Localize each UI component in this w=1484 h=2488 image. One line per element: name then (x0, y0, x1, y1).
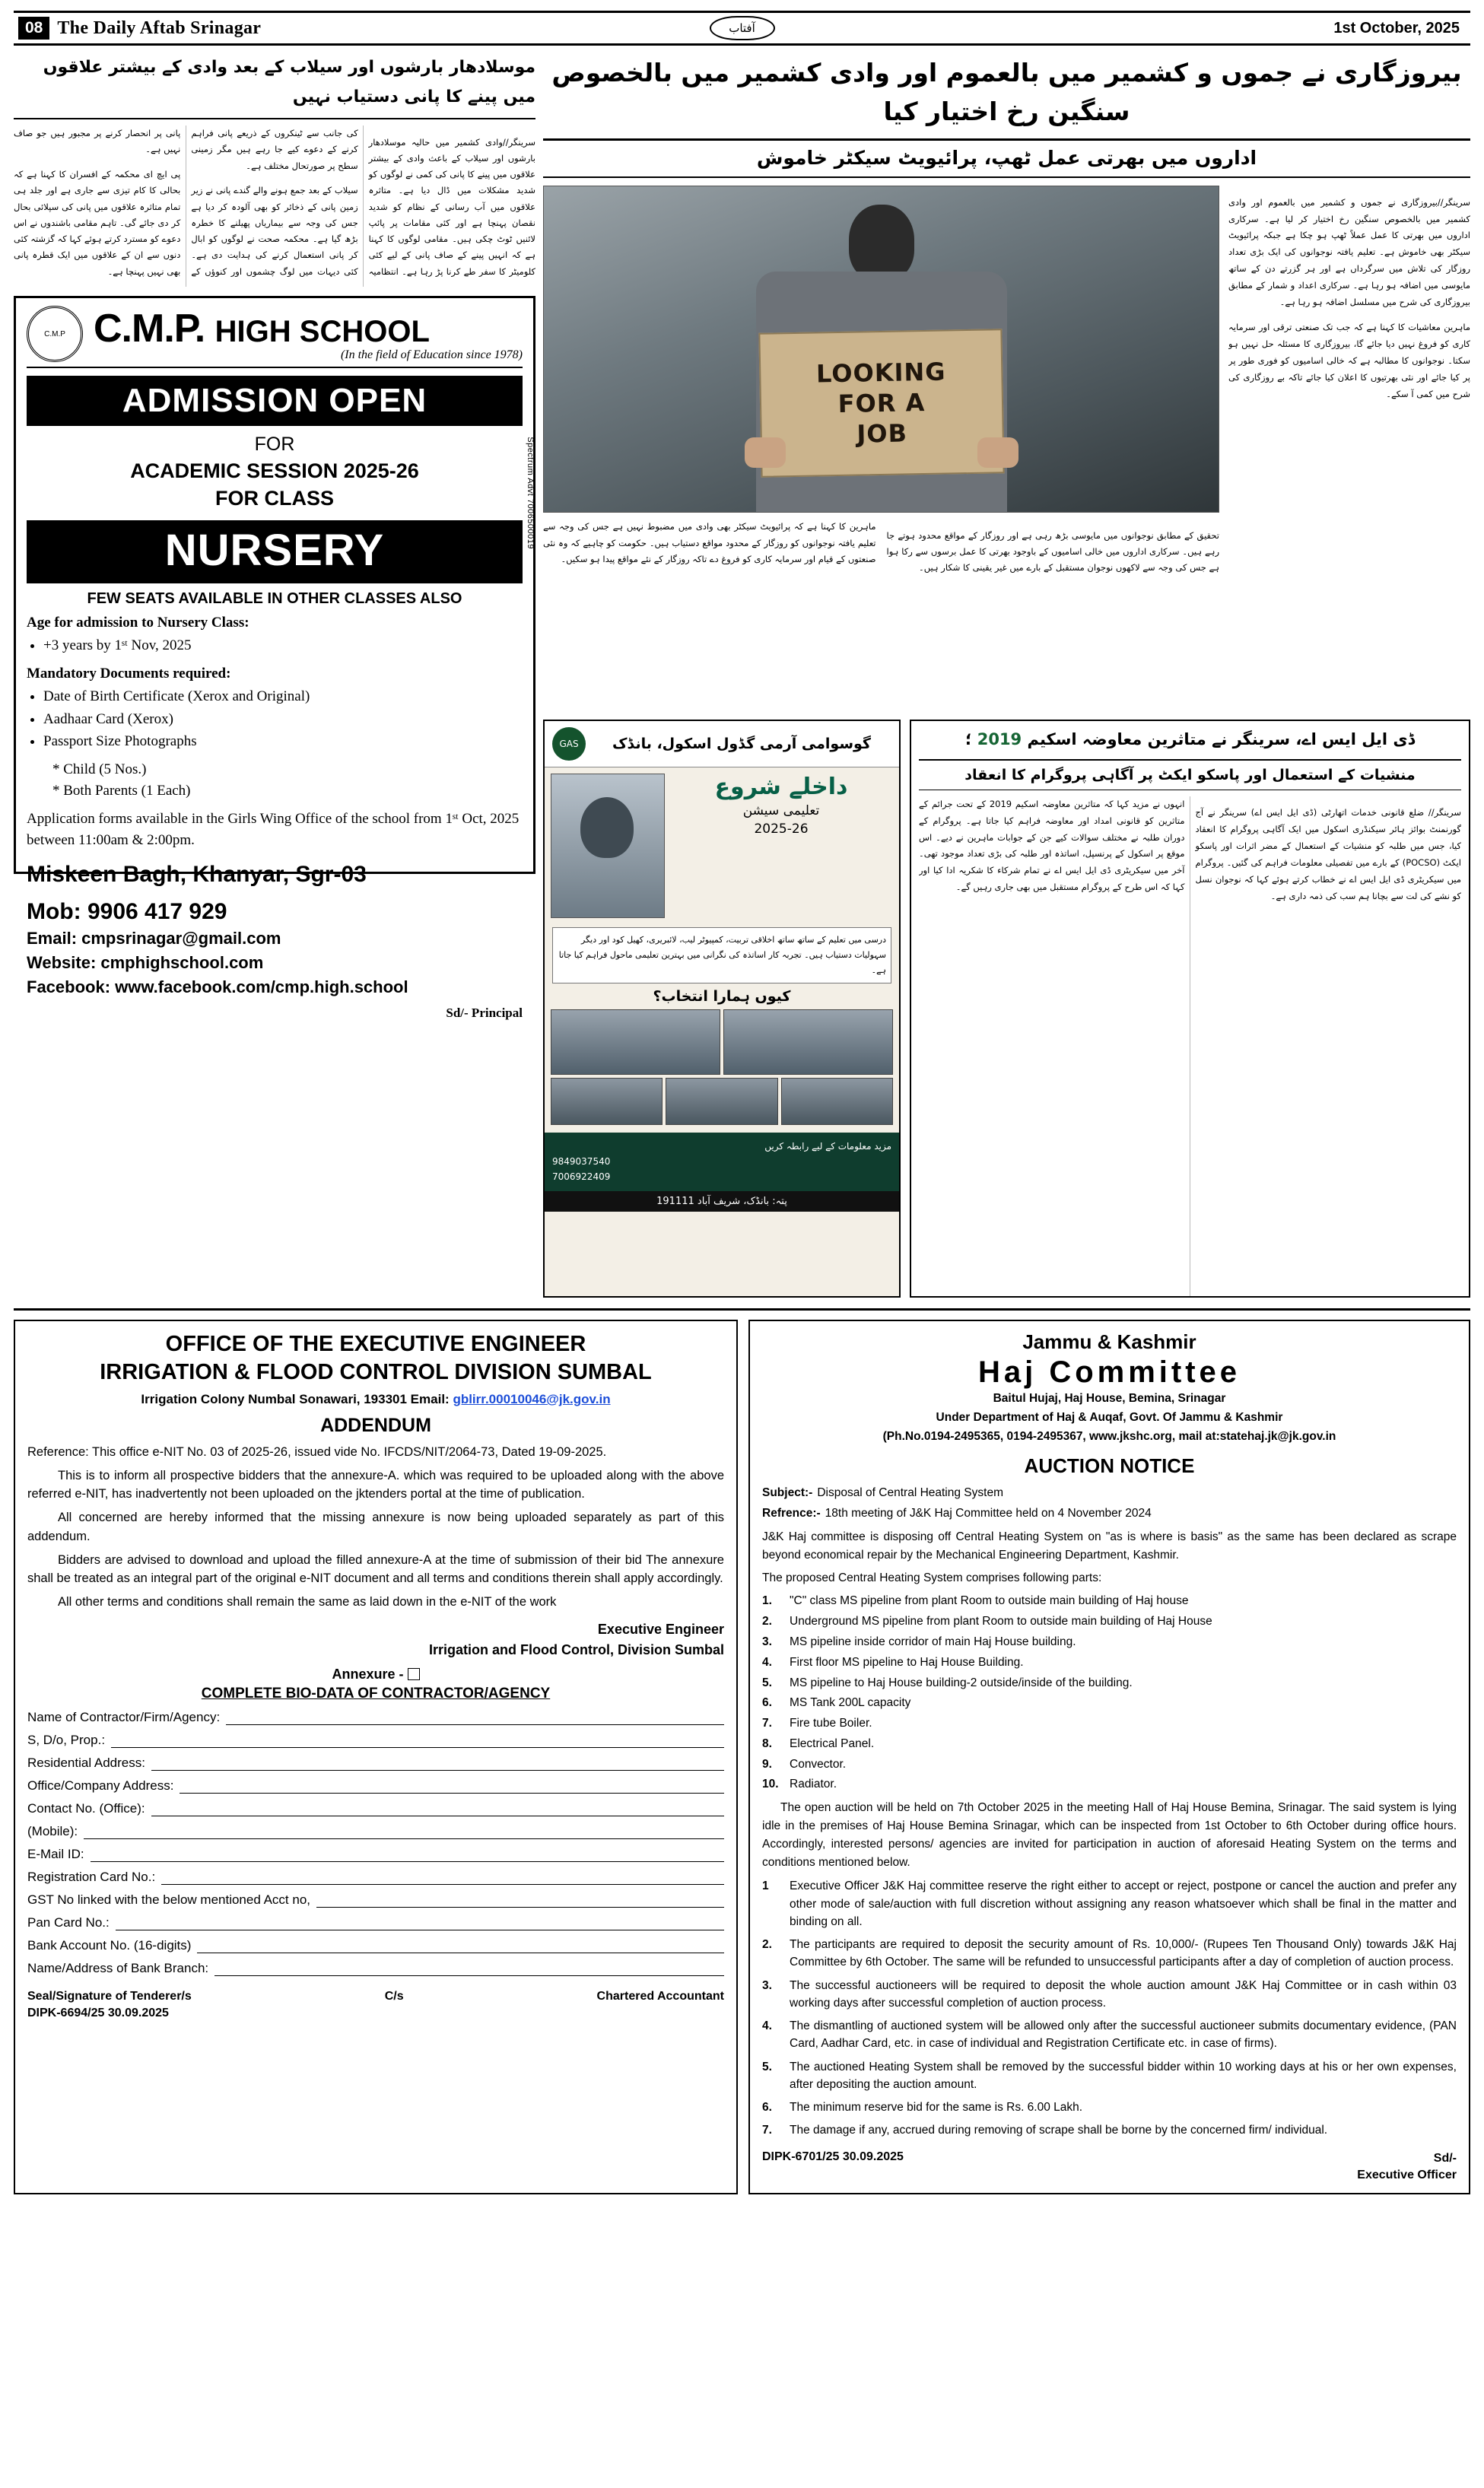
poster-image (781, 1078, 893, 1125)
school-address: Miskeen Bagh, Khanyar, Sgr-03 (27, 861, 367, 887)
auction-notice-title: AUCTION NOTICE (1024, 1454, 1195, 1477)
haj-reference-value: 18th meeting of J&K Haj Committee held on 4 November 2024 (825, 1507, 1152, 1520)
field-label: Bank Account No. (16-digits) (27, 1937, 192, 1953)
part-text: MS pipeline to Haj House building-2 outside/inside of the building. (790, 1676, 1133, 1689)
dlsa-headline-tail: ؛ (965, 730, 972, 749)
list-item: 4. The dismantling of auctioned system will be allowed only after the successful auctioneer submits documentary evidence, (PAN Card, Aadhar Card, etc. in case of individual and Registration Certificate etc. in case of firms). (762, 2017, 1457, 2053)
list-item: 4. First floor MS pipeline to Haj House Building. (762, 1654, 1457, 1673)
lead-subheadline: اداروں میں بھرتی عمل ٹھپ، پرائیویٹ سیکٹر خاموش (543, 141, 1470, 178)
biodata-title: COMPLETE BIO-DATA OF CONTRACTOR/AGENCY (201, 1685, 551, 1702)
dlsa-advertisement (910, 720, 1470, 1298)
school-crest-icon (27, 306, 83, 362)
list-item: 3. MS pipeline inside corridor of main Haj House building. (762, 1633, 1457, 1652)
poster-school-name: گوسوامی آرمی گڈول اسکول، بانڈک (612, 736, 871, 753)
dlsa-col-1: سرینگر// ضلع قانونی خدمات اتھارٹی (ڈی ایل ایس اے) سرینگر نے آج گورنمنٹ بوائز ہائر سیکنڈری اسکول میں ایک آگاہی پروگرام کا انعقاد کیا، جس میں طلبہ کو منشیات کے استعمال کے مضر اثرات اور پاسکو ایکٹ (POCSO) کے بارے میں تفصیلی معلومات فراہم کی گئیں۔ پروگرام میں سیکریٹری ڈی ایل ایس اے نے خطاب کرتے ہوئے کہا کہ نوجوان نسل کو نشے کی لت سے بچانا ہم سب کی ذمہ داری ہے۔ (1195, 807, 1461, 901)
condition-text: The damage if any, accrued during removing of scrape shall be borne by the concerned firm/ individual. (790, 2124, 1328, 2137)
admission-open-banner: ADMISSION OPEN (27, 376, 523, 426)
field-label: Pan Card No.: (27, 1914, 110, 1930)
lead-side-column (1228, 186, 1470, 710)
age-heading: Age for admission to Nursery Class: (27, 614, 249, 631)
haj-parts-intro: The proposed Central Heating System comprises following parts: (762, 1571, 1102, 1585)
list-item: 7. The damage if any, accrued during removing of scrape shall be borne by the concerned firm/ individual. (762, 2121, 1457, 2139)
annexure-label (27, 1667, 724, 1682)
lead-photo-column (543, 186, 1219, 710)
weather-headline: موسلادھار بارشوں اور سیلاب کے بعد وادی کے بیشتر علاقوں میں پینے کا پانی دستیاب نہیں (14, 53, 535, 119)
paper-name: The Daily Aftab Srinagar (57, 17, 262, 38)
lead-body-col-2: ماہرین کا کہنا ہے کہ پرائیویٹ سیکٹر بھی وادی میں مضبوط نہیں ہے جس کی وجہ سے تعلیم یافتہ نوجوانوں کو روزگار کے محدود مواقع دستیاب ہیں۔ حکومت کو چاہیے کہ وہ نئی صنعتوں کے قیام اور سرمایہ کاری کو فروغ دے تاکہ روزگار کے نئے مواقع پیدا ہو سکیں۔ (543, 521, 876, 564)
poster-image (723, 1009, 893, 1075)
field-label: Registration Card No.: (27, 1869, 156, 1884)
condition-text: The minimum reserve bid for the same is Rs. 6.00 Lakh. (790, 2101, 1083, 2115)
field-label: (Mobile): (27, 1823, 78, 1838)
paper-logo-text: آفتاب (729, 21, 755, 35)
tender-signature-title: Executive Engineer (597, 1621, 724, 1637)
for-label: FOR (254, 434, 295, 455)
condition-text: The participants are required to deposit the security amount of Rs. 10,000/- (Rupees Ten Thousand Only) towards J&K Haj Committee by 6th October. The same will be refunded to unsuccessful participants after a day of completion of auction process. (790, 1938, 1457, 1969)
academic-session: ACADEMIC SESSION 2025-26 (130, 459, 419, 482)
issue-date: 1st October, 2025 (1333, 19, 1460, 37)
poster-address (545, 1191, 899, 1212)
list-item: • +3 years by 1ˢᵗ Nov, 2025 (43, 635, 523, 657)
docs-sub-1: * Child (5 Nos.) (52, 761, 147, 777)
school-crest-label: C.M.P (44, 329, 65, 338)
annexure-box-icon (408, 1668, 420, 1680)
sign-line-1: LOOKING (815, 357, 946, 389)
part-text: Convector. (790, 1757, 847, 1771)
principal-signature: Sd/- Principal (446, 1005, 523, 1020)
dlsa-headline (919, 727, 1461, 761)
field-blank-line[interactable] (180, 1783, 724, 1794)
poster-ad-wrap (543, 710, 901, 1298)
class-name-banner: NURSERY (27, 520, 523, 583)
field-label: S, D/o, Prop.: (27, 1732, 106, 1747)
poster-session-year: 2025-26 (754, 821, 809, 837)
field-blank-line[interactable] (116, 1920, 724, 1930)
condition-text: The successful auctioneers will be required to deposit the whole auction amount J&K Haj Committee or in cash within 03 working days after successful completion of auction process. (790, 1978, 1457, 2010)
ad-agency-tag: Spectrum Advt 7006500019 (526, 437, 535, 549)
top-section (14, 53, 1470, 1298)
lead-side-body (1228, 186, 1470, 710)
list-item: 2. Underground MS pipeline from plant Room to outside main building of Haj House (762, 1613, 1457, 1632)
weather-col-3: پی ایچ ای محکمہ کے افسران کا کہنا ہے کہ بحالی کا کام تیزی سے جاری ہے اور جلد ہی تمام متاثرہ علاقوں میں پانی کی سپلائی بحال کر دی جائے گی۔ تاہم مقامی باشندوں نے اس دعوے کو مسترد کرتے ہوئے کہا کہ گزشتہ کئی دنوں سے ان کے علاقوں میں ایک قطرہ پانی بھی نہیں پہنچا ہے۔ (14, 169, 181, 277)
part-text: MS pipeline inside corridor of main Haj House building. (790, 1635, 1076, 1648)
haj-conditions-list (762, 1877, 1457, 2139)
form-field-row[interactable] (27, 1915, 724, 1930)
list-item: 6. MS Tank 200L capacity (762, 1694, 1457, 1713)
form-field-row[interactable] (27, 1961, 724, 1976)
form-field-row[interactable] (27, 1778, 724, 1794)
haj-subject-value: Disposal of Central Heating System (817, 1485, 1003, 1499)
field-blank-line[interactable] (214, 1965, 724, 1976)
field-blank-line[interactable] (226, 1714, 724, 1725)
for-class-label: FOR CLASS (214, 487, 334, 510)
forms-note: Application forms available in the Girls Wing Office of the school from 1ˢᵗ Oct, 2025 between 11:00am & 2:00pm. (27, 810, 520, 849)
school-email: Email: cmpsrinagar@gmail.com (27, 928, 281, 948)
form-field-row[interactable] (27, 1892, 724, 1908)
tender-address-text: Irrigation Colony Numbal Sonawari, 193301 Email: (141, 1391, 450, 1406)
cmp-header (27, 306, 523, 362)
list-item: • Aadhaar Card (Xerox) (43, 709, 523, 731)
lead-body-col-1: تحقیق کے مطابق نوجوانوں میں مایوسی بڑھ رہی ہے اور روزگار کے مواقع محدود ہوتے جا رہے ہیں۔ سرکاری اداروں میں خالی اسامیوں کے باوجود بھرتی کا عمل برسوں سے رکا ہوا ہے جس کی وجہ سے لاکھوں نوجوان مستقبل کے بارے میں غیر یقینی کا شکار ہیں۔ (886, 529, 1219, 574)
poster-image (551, 1009, 720, 1075)
list-item: 9. Convector. (762, 1756, 1457, 1775)
photo-hand-right (977, 437, 1018, 468)
poster-header (545, 721, 899, 767)
haj-reference-key: Refrence:- (762, 1507, 821, 1520)
poster-student-photo (551, 774, 665, 918)
poster-contact-label: مزید معلومات کے لیے رابطہ کریں (764, 1140, 891, 1152)
dlsa-headline-year: 2019 (977, 730, 1022, 749)
haj-org-region: Jammu & Kashmir (1022, 1330, 1196, 1354)
form-field-row[interactable] (27, 1756, 724, 1771)
right-column (543, 53, 1470, 1298)
field-blank-line[interactable] (111, 1737, 724, 1748)
list-item: 3. The successful auctioneers will be required to deposit the whole auction amount J&K Haj Committee or in cash within 03 working days after successful completion of auction process. (762, 1977, 1457, 2013)
haj-intro: J&K Haj committee is disposing off Central Heating System on "as is where is basis" as the same has been declared as scrape beyond economical repair by the Mechanical Engineering Department, Kashmir. (762, 1530, 1457, 1562)
poster-image-row (545, 1009, 899, 1075)
school-badge-icon (552, 727, 586, 761)
school-mobile: Mob: 9906 417 929 (27, 898, 227, 924)
field-label: E-Mail ID: (27, 1846, 84, 1861)
list-item: 10. Radiator. (762, 1775, 1457, 1794)
school-website: Website: cmphighschool.com (27, 952, 264, 972)
lower-right-ads (543, 710, 1470, 1298)
poster-info: درسی میں تعلیم کے ساتھ ساتھ اخلاقی تربیت، کمپیوٹر لیب، لائبریری، کھیل کود اور دیگر سہولیات دستیاب ہیں۔ تجربہ کار اساتذہ کی نگرانی میں بہترین تعلیمی ماحول فراہم کیا جاتا ہے۔ (552, 927, 891, 983)
field-blank-line[interactable] (197, 1943, 724, 1953)
docs-heading: Mandatory Documents required: (27, 665, 231, 682)
tender-footer (27, 1990, 724, 2003)
poster-address-label: پتہ: بانڈک، شریف آباد (697, 1195, 787, 1207)
paper-logo-icon (710, 16, 775, 40)
badge-label: GAS (559, 739, 579, 750)
haj-signature-title: Executive Officer (1357, 2168, 1457, 2181)
annexure-text: Annexure - (332, 1666, 404, 1682)
tender-office-line-2: IRRIGATION & FLOOD CONTROL DIVISION SUMBAL (100, 1359, 652, 1384)
bottom-section (14, 1308, 1470, 2194)
haj-address: Baitul Hujaj, Haj House, Bemina, Srinagar (993, 1392, 1226, 1406)
haj-auction-notice (748, 1320, 1470, 2194)
tender-ca-label: Chartered Accountant (596, 1989, 724, 2003)
haj-signature-sd: Sd/- (1433, 2151, 1457, 2165)
form-field-row[interactable] (27, 1870, 724, 1885)
condition-text: The auctioned Heating System shall be removed by the successful bidder within 10 working days at his or her own expenses, after depositing the auction amount. (790, 2060, 1457, 2091)
haj-reference (762, 1505, 1457, 1524)
tender-cs-label: C/s (384, 1989, 404, 2003)
cmp-details (27, 612, 523, 852)
haj-dipk: DIPK-6701/25 30.09.2025 (762, 2150, 904, 2163)
weather-col-1: سرینگر//وادی کشمیر میں حالیہ موسلادھار بارشوں اور سیلاب کے باعث وادی کے بیشتر علاقوں میں پینے کا پانی کی کمی نے لوگوں کو شدید مشکلات میں ڈال دیا ہے۔ متاثرہ علاقوں میں آب رسانی کے نظام کو شدید نقصان پہنچا ہے اور کئی مقامات پر پائپ لائنیں ٹوٹ چکی ہیں۔ مقامی لوگوں کا کہنا ہے کہ انہیں پینے کے صاف پانی کے لیے کئی کلومیٹر کا سفر طے کرنا پڑ رہا ہے۔ انتظامیہ کی جانب سے ٹینکروں کے ذریعے پانی فراہم کرنے کے دعوے کیے جا رہے ہیں مگر زمینی سطح پر صورتحال مختلف ہے۔ (191, 128, 535, 277)
poster-question: کیوں ہمارا انتخاب؟ (653, 987, 791, 1005)
part-text: First floor MS pipeline to Haj House Building. (790, 1655, 1024, 1669)
lead-side-col-1: سرینگر//بیروزگاری نے جموں و کشمیر میں بالعموم اور وادی کشمیر میں بالخصوص سنگین رخ اختیار کر لیا ہے۔ سرکاری اداروں میں بھرتی کا عمل عملاً ٹھپ ہو چکا ہے جبکہ پرائیویٹ سیکٹر بھی خاموش ہے۔ تعلیم یافتہ نوجوانوں کی ایک بڑی تعداد روزگار کی تلاش میں سرگرداں ہے اور ہر گزرتے دن کے ساتھ مایوسی میں اضافہ ہو رہا ہے۔ سرکاری اعداد و شمار کے مطابق بیروزگاری کی شرح میں مسلسل اضافہ ہو رہا ہے۔ (1228, 196, 1470, 307)
tender-office-line-1: OFFICE OF THE EXECUTIVE ENGINEER (165, 1332, 586, 1357)
dlsa-body (919, 796, 1461, 1298)
field-label: Office/Company Address: (27, 1778, 174, 1793)
photo-hand-left (745, 437, 786, 468)
form-field-row[interactable] (27, 1847, 724, 1862)
form-field-row[interactable] (27, 1801, 724, 1816)
school-name (94, 306, 523, 351)
tender-para-1: This is to inform all prospective bidders that the annexure-A. which was required to be uploaded along with the above referred e-NIT, has inadvertently not been uploaded on the jktenders portal at the time of publication. (27, 1468, 724, 1501)
poster-headline: داخلے شروع (714, 774, 848, 801)
list-item: 8. Electrical Panel. (762, 1735, 1457, 1754)
lead-story-body (543, 519, 1219, 698)
lead-photo (543, 186, 1219, 513)
page-number: 08 (18, 17, 49, 40)
part-text: Electrical Panel. (790, 1737, 875, 1750)
poster-image-strip (545, 1075, 899, 1128)
haj-subject-key: Subject:- (762, 1485, 813, 1499)
lead-side-col-2: ماہرین معاشیات کا کہنا ہے کہ جب تک صنعتی ترقی اور سرمایہ کاری کو فروغ نہیں دیا جائے گا، بیروزگاری کا مسئلہ حل نہیں ہو سکتا۔ نوجوانوں کا مطالبہ ہے کہ خالی اسامیوں کو فوری طور پر پر کیا جائے اور نئی بھرتیوں کا اعلان کیا جائے تاکہ بے روزگاری کی شرح میں کمی آ سکے۔ (1228, 322, 1470, 399)
part-text: "C" class MS pipeline from plant Room to outside main building of Haj house (790, 1594, 1189, 1608)
addendum-title: ADDENDUM (320, 1414, 431, 1436)
haj-signature (1357, 2150, 1457, 2185)
part-text: Radiator. (790, 1778, 837, 1791)
form-field-row[interactable] (27, 1710, 724, 1725)
sign-line-2: FOR A (837, 388, 926, 419)
list-item: 5. MS pipeline to Haj House building-2 outside/inside of the building. (762, 1674, 1457, 1693)
dlsa-ad-wrap (910, 710, 1470, 1298)
lead-headline: بیروزگاری نے جموں و کشمیر میں بالعموم اور وادی کشمیر میں بالخصوص سنگین رخ اختیار کیا (543, 53, 1470, 141)
condition-text: Executive Officer J&K Haj committee reserve the right either to accept or reject, postpone or cancel the auction and prefer any other mode of sale/auction with full discretion without assigning any reason whatsoever which shall be final in the matter and binding on all. (790, 1880, 1457, 1928)
form-field-row[interactable] (27, 1938, 724, 1953)
divider (27, 367, 523, 368)
poster-phone-1: 9849037540 (552, 1156, 611, 1168)
school-poster-advertisement (543, 720, 901, 1298)
tender-address (27, 1392, 724, 1407)
tender-signature (27, 1619, 724, 1660)
field-label: Residential Address: (27, 1755, 145, 1770)
dlsa-headline-main: ڈی ایل ایس اے، سرینگر نے متاثرین معاوضہ اسکیم (1027, 730, 1415, 749)
poster-image (666, 1078, 777, 1125)
school-facebook: Facebook: www.facebook.com/cmp.high.school (27, 977, 408, 996)
list-item: 5. The auctioned Heating System shall be removed by the successful bidder within 10 working days at his or her own expenses, after depositing the auction amount. (762, 2058, 1457, 2094)
part-text: Underground MS pipeline from plant Room to outside main building of Haj House (790, 1615, 1212, 1628)
docs-sub-2: * Both Parents (1 Each) (52, 783, 191, 799)
tender-para-3: Bidders are advised to download and upload the filled annexure-A at the time of submission of their bid The annexure shall be treated as an integral part of the original e-NIT document and all terms and conditions therein shall apply accordingly. (27, 1552, 724, 1586)
list-item: 1. "C" class MS pipeline from plant Room to outside main building of Haj house (762, 1592, 1457, 1611)
list-item: 6. The minimum reserve bid for the same is Rs. 6.00 Lakh. (762, 2099, 1457, 2116)
tender-dipk: DIPK-6694/25 30.09.2025 (27, 2006, 169, 2019)
list-item: 1 Executive Officer J&K Haj committee reserve the right either to accept or reject, postpone or cancel the auction and prefer any other mode of sale/auction with full discretion without assigning any reason whatsoever which shall be final in the matter and binding on all. (762, 1877, 1457, 1930)
haj-org-name: Haj Committee (977, 1355, 1241, 1390)
irrigation-tender-notice (14, 1320, 738, 2194)
age-list (43, 635, 523, 657)
weather-col-2: سیلاب کے بعد جمع ہونے والے گندے پانی نے زیر زمین پانی کے ذخائر کو بھی آلودہ کر دیا ہے جس کی وجہ سے بیماریاں پھیلنے کا خطرہ بڑھ گیا ہے۔ محکمہ صحت نے لوگوں کو ابال کر پانی استعمال کرنے کی ہدایت دی ہے۔ کئی دیہات میں لوگ چشموں اور کنوؤں کے پانی پر انحصار کرنے پر مجبور ہیں جو صاف نہیں ہے۔ (14, 128, 358, 277)
poster-contact (545, 1133, 899, 1191)
field-blank-line[interactable] (151, 1806, 724, 1816)
form-field-row[interactable] (27, 1733, 724, 1748)
poster-pin: 191111 (656, 1195, 694, 1207)
form-field-row[interactable] (27, 1824, 724, 1839)
dlsa-subheadline: منشیات کے استعمال اور پاسکو ایکٹ پر آگاہی پروگرام کا انعقاد (919, 761, 1461, 790)
sign-line-3: JOB (856, 418, 907, 449)
haj-parts-list (762, 1592, 1457, 1794)
field-label: Name/Address of Bank Branch: (27, 1960, 209, 1975)
haj-subject (762, 1484, 1457, 1503)
list-item: • Date of Birth Certificate (Xerox and Original) (43, 686, 523, 708)
poster-session-label: تعلیمی سیشن (742, 803, 820, 819)
tender-para-4: All other terms and conditions shall remain the same as laid down in the e-NIT of the work (58, 1595, 557, 1609)
condition-text: The dismantling of auctioned system will be allowed only after the successful auctioneer submits documentary evidence, (PAN Card, Aadhar Card, etc. in case of individual and Registration Certificate etc. in case of firms). (790, 2019, 1457, 2051)
haj-department: Under Department of Haj & Auqaf, Govt. Of Jammu & Kashmir (936, 1411, 1283, 1425)
photo-person-head (849, 205, 914, 281)
photo-sign (758, 329, 1004, 478)
field-blank-line[interactable] (161, 1874, 724, 1885)
poster-hero (545, 767, 899, 924)
masthead (14, 11, 1470, 46)
field-label: Contact No. (Office): (27, 1800, 145, 1816)
field-label: GST No linked with the below mentioned Acct no, (27, 1892, 310, 1907)
school-name-long: HIGH SCHOOL (214, 315, 430, 348)
haj-contact: (Ph.No.0194-2495365, 0194-2495367, www.jkshc.org, mail at:statehaj.jk@jk.gov.in (882, 1429, 1336, 1443)
poster-phone-2: 7006922409 (552, 1171, 611, 1183)
tender-reference: Reference: This office e-NIT No. 03 of 2025-26, issued vide No. IFCDS/NIT/2064-73, Dated 19-09-2025. (27, 1444, 607, 1459)
field-blank-line[interactable] (316, 1897, 724, 1908)
part-text: MS Tank 200L capacity (790, 1696, 911, 1710)
lead-story-grid (543, 186, 1470, 710)
cmp-school-advertisement (14, 296, 535, 1020)
field-blank-line[interactable] (151, 1760, 724, 1771)
tender-signature-dept: Irrigation and Flood Control, Division Sumbal (428, 1641, 724, 1657)
poster-image (551, 1078, 663, 1125)
left-column (14, 53, 535, 1298)
haj-auction-para: The open auction will be held on 7th October 2025 in the meeting Hall of Haj House Bemina, Srinagar. The said system is lying idle in the premises of Haj House Bemina Srinagar, which can be inspected from 1st October to 6th October during office hours. Accordingly, interested persons/ agencies are invited for participation in auction of aforesaid Heating System on the terms and conditions mentioned below. (762, 1801, 1457, 1870)
part-text: Fire tube Boiler. (790, 1717, 872, 1730)
weather-story-body (14, 126, 535, 287)
poster-hero-text (669, 774, 893, 918)
field-blank-line[interactable] (84, 1829, 724, 1839)
tender-seal-label: Seal/Signature of Tenderer/s (27, 1989, 192, 2003)
list-item: 7. Fire tube Boiler. (762, 1714, 1457, 1733)
seats-note: FEW SEATS AVAILABLE IN OTHER CLASSES ALSO (87, 589, 462, 607)
tender-para-2: All concerned are hereby informed that the missing annexure is now being uploaded separately as part of this addendum. (27, 1511, 724, 1543)
school-name-short: C.M.P. (94, 307, 205, 351)
tender-email-link[interactable]: gblirr.00010046@jk.gov.in (453, 1391, 611, 1406)
school-tagline: (In the field of Education since 1978) (340, 348, 523, 361)
docs-list (43, 686, 523, 753)
list-item: • Passport Size Photographs (43, 731, 523, 753)
dlsa-col-2: انہوں نے مزید کہا کہ متاثرین معاوضہ اسکیم 2019 کے تحت جرائم کے متاثرین کو قانونی امداد اور معاوضہ فراہم کیا جاتا ہے۔ پروگرام کے دوران طلبہ نے مختلف سوالات کیے جن کے جوابات ماہرین نے دیے۔ اس موقع پر اسکول کے پرنسپل، اساتذہ اور طلبہ کی بڑی تعداد موجود تھی۔ آخر میں سیکریٹری ڈی ایل ایس اے نے تمام شرکاء کا شکریہ ادا کیا اور کہا کہ اس طرح کے پروگرام مستقبل میں بھی جاری رہیں گے۔ (919, 798, 1185, 893)
field-label: Name of Contractor/Firm/Agency: (27, 1709, 221, 1724)
field-blank-line[interactable] (91, 1851, 724, 1862)
haj-footer (762, 2150, 1457, 2185)
list-item: 2. The participants are required to deposit the security amount of Rs. 10,000/- (Rupees Ten Thousand Only) towards J&K Haj Committee by 6th October. The same will be refunded to unsuccessful participants after a day of completion of auction process. (762, 1936, 1457, 1972)
